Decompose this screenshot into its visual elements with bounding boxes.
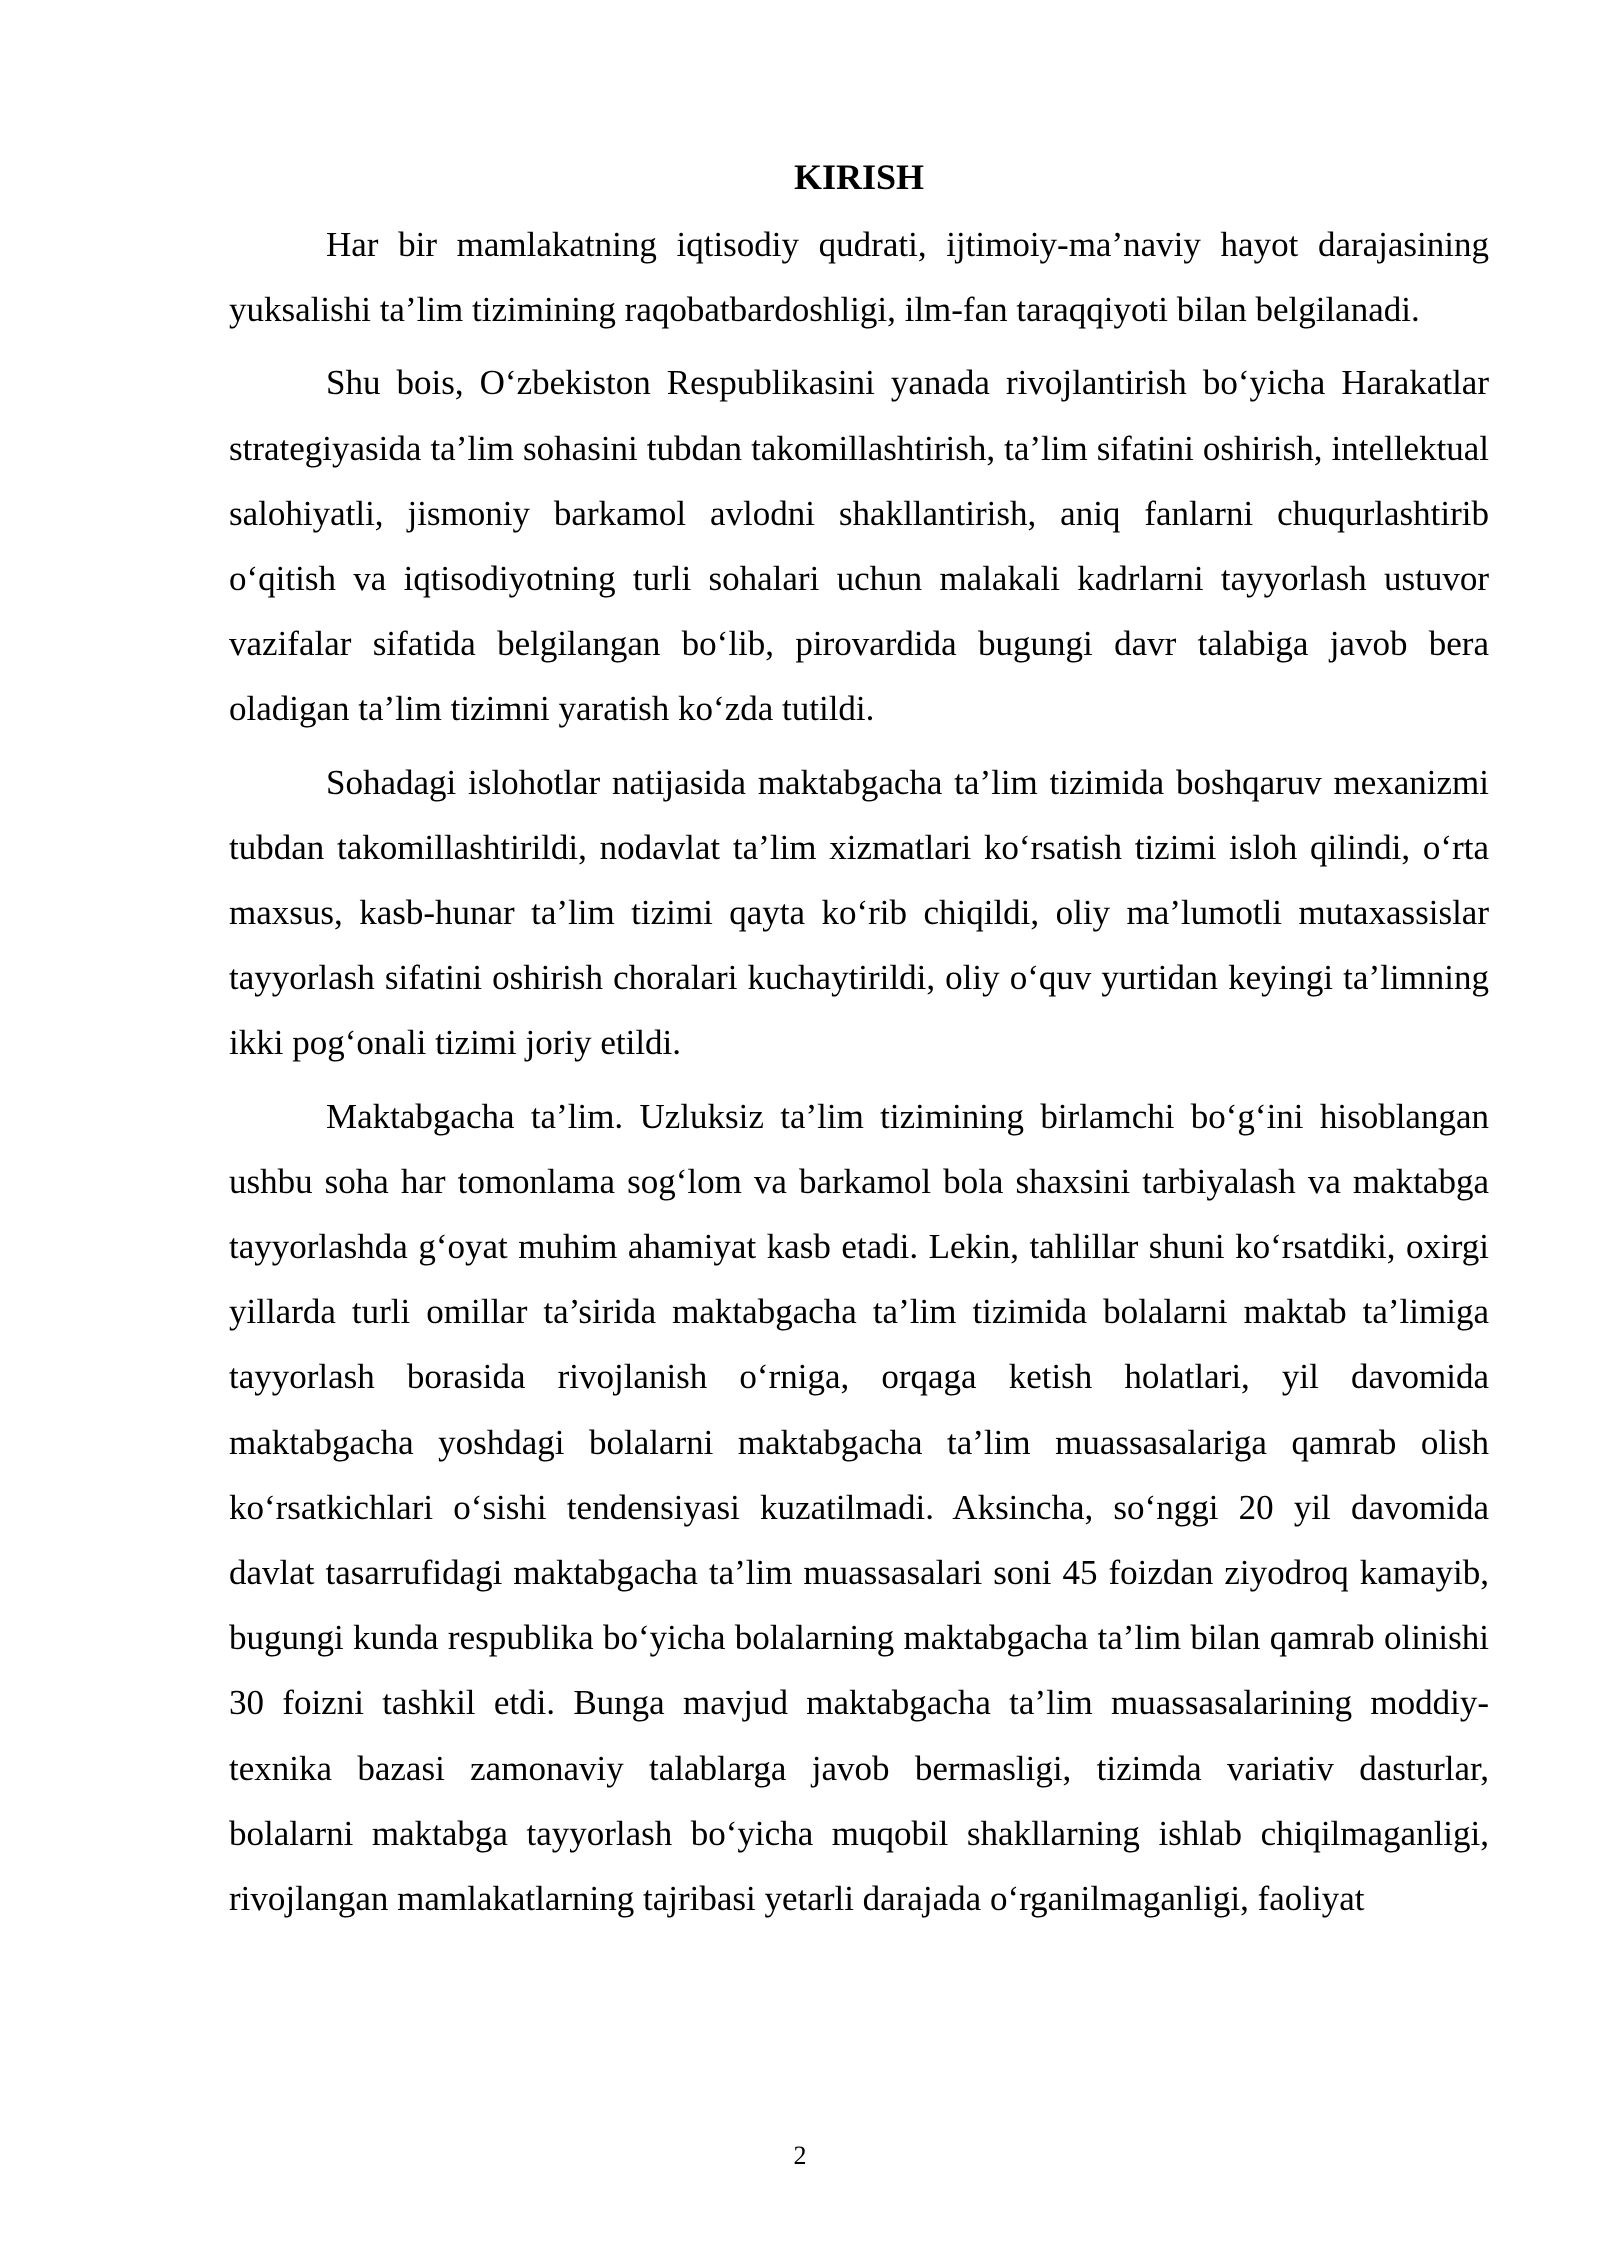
paragraph-2: Shu bois, O‘zbekiston Respublikasini yanada rivojlantirish bo‘yicha Harakatlar strategiyasida ta’lim sohasini tubdan takomillashtirish, ta’lim sifatini oshirish, intellektual salohiyatli, jismoniy barkamol avlodni shakllantirish, aniq fanlarni chuqurlashtirib o‘qitish va iqtisodiyotning turli sohalari uchun malakali kadrlarni tayyorlash ustuvor vazifalar sifatida belgilangan bo‘lib, pirovardida bugungi davr talabiga javob bera oladigan ta’lim tizimni yaratish ko‘zda tutildi. [229, 363, 1489, 729]
page-number: 2 [793, 2141, 807, 2170]
paragraph-1: Har bir mamlakatning iqtisodiy qudrati, ijtimoiy-ma’naviy hayot darajasining yuksalishi ta’lim tizimining raqobatbardoshligi, ilm-fan taraqqiyoti bilan belgilanadi. [229, 225, 1489, 330]
page-content [229, 150, 1489, 1931]
section-title: KIRISH [793, 157, 925, 197]
paragraph-4: Maktabgacha ta’lim. Uzluksiz ta’lim tizimining birlamchi bo‘g‘ini hisoblangan ushbu soha har tomonlama sog‘lom va barkamol bola shaxsini tarbiyalash va maktabga tayyorlashda g‘oyat muhim ahamiyat kasb etadi. Lekin, tahlillar shuni ko‘rsatdiki, oxirgi yillarda turli omillar ta’sirida maktabgacha ta’lim tizimida bolalarni maktab ta’limiga tayyorlash borasida rivojlanish o‘rniga, orqaga ketish holatlari, yil davomida maktabgacha yoshdagi bolalarni maktabgacha ta’lim muassasalariga qamrab olish ko‘rsatkichlari o‘sishi tendensiyasi kuzatilmadi. Aksincha, so‘nggi 20 yil davomida davlat tasarrufidagi maktabgacha ta’lim muassasalari soni 45 foizdan ziyodroq kamayib, bugungi kunda respublika bo‘yicha bolalarning maktabgacha ta’lim bilan qamrab olinishi 30 foizni tashkil etdi. Bunga mavjud maktabgacha ta’lim muassasalarining moddiy-texnika bazasi zamonaviy talablarga javob bermasligi, tizimda variativ dasturlar, bolalarni maktabga tayyorlash bo‘yicha muqobil shakllarning ishlab chiqilmaganligi, rivojlangan mamlakatlarning tajribasi yetarli darajada o‘rganilmaganligi, faoliyat [229, 1096, 1489, 1919]
paragraph-3: Sohadagi islohotlar natijasida maktabgacha ta’lim tizimida boshqaruv mexanizmi tubdan takomillashtirildi, nodavlat ta’lim xizmatlari ko‘rsatish tizimi isloh qilindi, o‘rta maxsus, kasb-hunar ta’lim tizimi qayta ko‘rib chiqildi, oliy ma’lumotli mutaxassislar tayyorlash sifatini oshirish choralari kuchaytirildi, oliy o‘quv yurtidan keyingi ta’limning ikki pog‘onali tizimi joriy etildi. [229, 762, 1489, 1063]
